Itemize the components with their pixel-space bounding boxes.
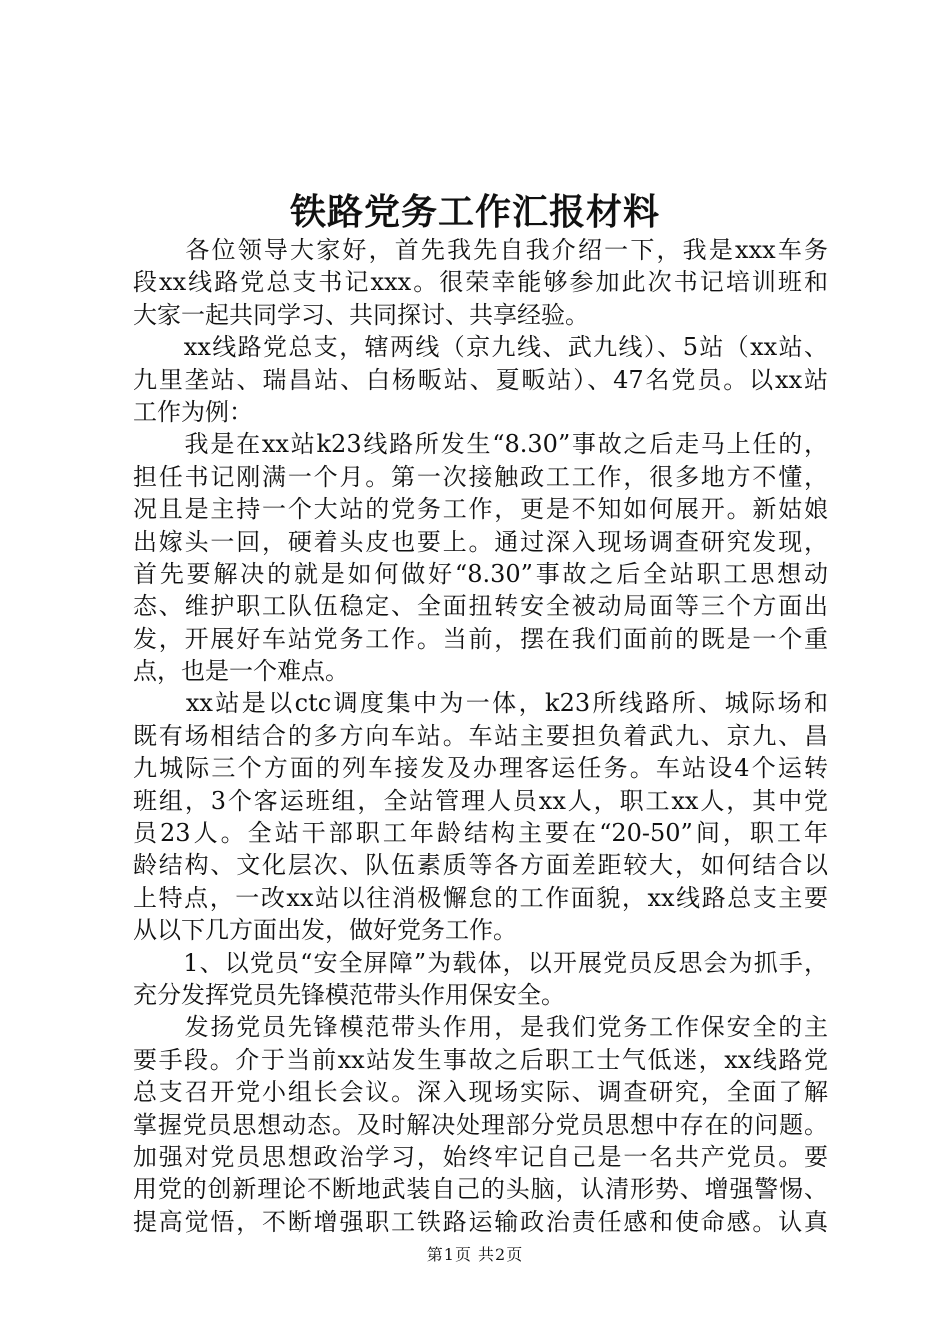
- body-line: 加强对党员思想政治学习，始终牢记自己是一名共产党员。要: [133, 1142, 828, 1171]
- body-line: 从以下几方面出发，做好党务工作。: [133, 916, 517, 945]
- body-line: 出嫁头一回，硬着头皮也要上。通过深入现场调查研究发现，: [133, 527, 828, 556]
- body-line: 提高觉悟，不断增强职工铁路运输政治责任感和使命感。认真: [133, 1207, 828, 1236]
- body-line: 九城际三个方面的列车接发及办理客运任务。车站设4个运转: [133, 754, 828, 783]
- body-line: 九里垄站、瑞昌站、白杨畈站、夏畈站）、47名党员。以xx站: [133, 365, 828, 394]
- body-line: 段xx线路党总支书记xxx。很荣幸能够参加此次书记培训班和: [133, 268, 828, 297]
- body-line: 员23人。全站干部职工年龄结构主要在“20-50”间，职工年: [133, 819, 828, 848]
- body-line: 首先要解决的就是如何做好“8.30”事故之后全站职工思想动: [133, 559, 828, 588]
- body-line: 况且是主持一个大站的党务工作，更是不知如何展开。新姑娘: [133, 495, 828, 524]
- body-line: 充分发挥党员先锋模范带头作用保安全。: [133, 980, 565, 1009]
- body-line: 态、维护职工队伍稳定、全面扭转安全被动局面等三个方面出: [133, 592, 828, 621]
- body-line: 发扬党员先锋模范带头作用，是我们党务工作保安全的主: [133, 1013, 828, 1042]
- body-line: 大家一起共同学习、共同探讨、共享经验。: [133, 300, 589, 329]
- body-line: 用党的创新理论不断地武装自己的头脑，认清形势、增强警惕、: [133, 1175, 828, 1204]
- body-line: 龄结构、文化层次、队伍素质等各方面差距较大，如何结合以: [133, 851, 828, 880]
- page-footer: 第1页 共2页: [426, 1245, 524, 1264]
- body-line: 上特点，一改xx站以往消极懈怠的工作面貌，xx线路总支主要: [133, 883, 828, 912]
- document-body: [133, 234, 828, 1238]
- body-line: xx线路党总支，辖两线（京九线、武九线）、5站（xx站、: [133, 333, 828, 362]
- body-line: 点，也是一个难点。: [133, 657, 349, 686]
- document-title: 铁路党务工作汇报材料: [289, 191, 660, 233]
- body-line: 担任书记刚满一个月。第一次接触政工工作，很多地方不懂，: [133, 462, 828, 491]
- body-line: 既有场相结合的多方向车站。车站主要担负着武九、京九、昌: [133, 721, 828, 750]
- body-line: 班组，3个客运班组，全站管理人员xx人，职工xx人，其中党: [133, 786, 828, 815]
- body-line: 我是在xx站k23线路所发生“8.30”事故之后走马上任的，: [133, 430, 828, 459]
- body-line: 各位领导大家好，首先我先自我介绍一下，我是xxx车务: [133, 236, 828, 264]
- body-line: 1、以党员“安全屏障”为载体，以开展党员反思会为抓手，: [133, 948, 828, 977]
- body-line: 发，开展好车站党务工作。当前，摆在我们面前的既是一个重: [133, 624, 828, 653]
- body-line: 要手段。介于当前xx站发生事故之后职工士气低迷，xx线路党: [133, 1045, 828, 1074]
- body-line: xx站是以ctc调度集中为一体，k23所线路所、城际场和: [133, 689, 828, 718]
- body-line: 掌握党员思想动态。及时解决处理部分党员思想中存在的问题。: [133, 1110, 828, 1139]
- body-line: 总支召开党小组长会议。深入现场实际、调查研究，全面了解: [133, 1078, 828, 1107]
- body-line: 工作为例：: [133, 397, 253, 426]
